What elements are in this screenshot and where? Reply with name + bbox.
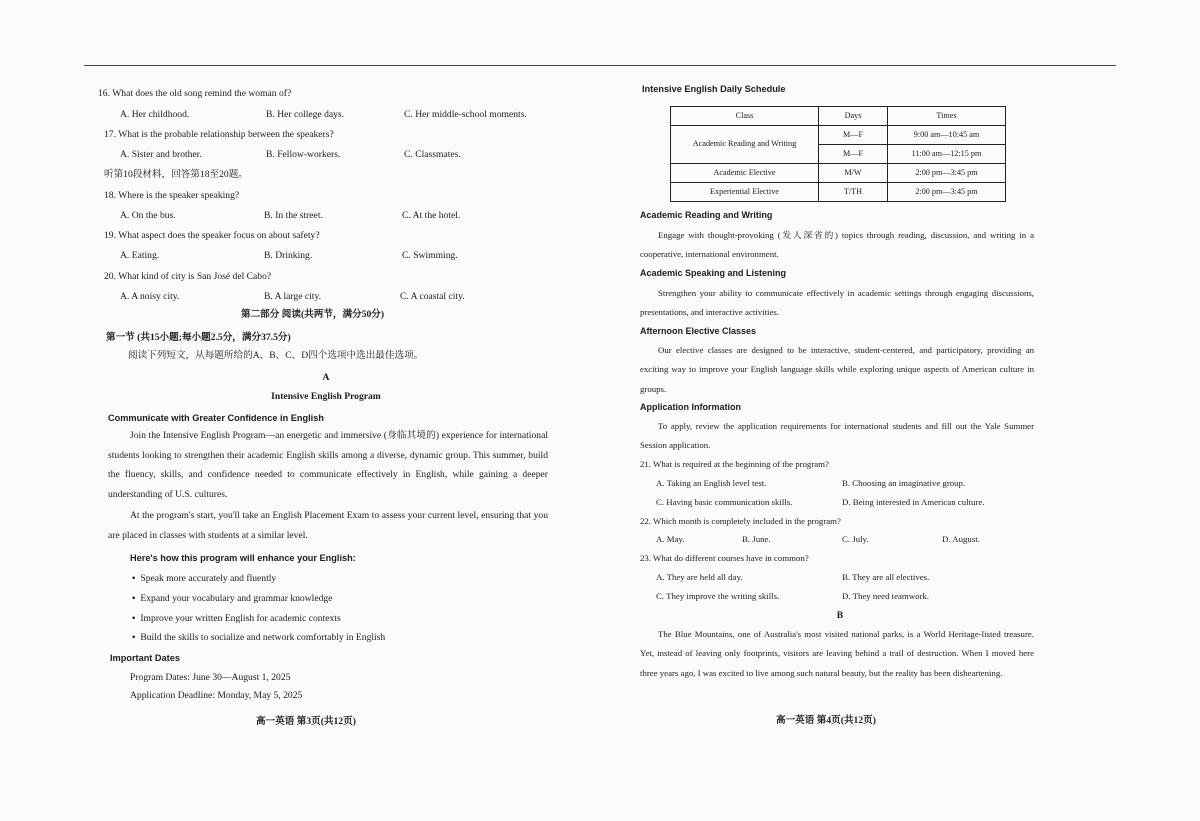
table-cell: M—F xyxy=(819,126,888,145)
section-heading: Academic Reading and Writing xyxy=(640,210,773,220)
section-text: To apply, review the application requirements for international students and fill out the Yale Summer Session application. xyxy=(640,421,1034,451)
enhance-heading: Here's how this program will enhance your English: xyxy=(130,553,356,563)
subheading: Communicate with Greater Confidence in English xyxy=(108,413,324,423)
application-deadline: Application Deadline: Monday, May 5, 2025 xyxy=(130,690,303,701)
option: A. Her childhood. xyxy=(120,109,190,120)
question-16-stem: 16. What does the old song remind the woman of? xyxy=(98,88,292,99)
list-item: • Expand your vocabulary and grammar knowledge xyxy=(132,593,385,613)
top-rule xyxy=(84,65,1116,66)
table-cell: 2:00 pm—3:45 pm xyxy=(888,183,1006,202)
question-19-stem: 19. What aspect does the speaker focus on about safety? xyxy=(104,230,320,241)
table-header: Times xyxy=(888,107,1006,126)
table-cell: Academic Reading and Writing xyxy=(671,126,819,164)
section-text: Strengthen your ability to communicate effectively in academic settings through engaging discussions, presentations, and interactive activities. xyxy=(640,288,1034,318)
question-21-stem: 21. What is required at the beginning of the program? xyxy=(640,459,829,469)
option: A. Taking an English level test. xyxy=(656,478,767,488)
schedule-table xyxy=(670,106,1006,202)
option: A. A noisy city. xyxy=(120,291,180,302)
option: B. A large city. xyxy=(264,291,322,302)
program-dates: Program Dates: June 30—August 1, 2025 xyxy=(130,672,291,683)
section-heading: Afternoon Elective Classes xyxy=(640,326,757,336)
table-cell: M/W xyxy=(819,164,888,183)
section1-title: 第一节 (共15小题;每小题2.5分，满分37.5分) xyxy=(106,332,291,343)
benefits-list xyxy=(132,573,385,652)
table-cell: 2:00 pm—3:45 pm xyxy=(888,164,1006,183)
table-row xyxy=(671,164,1006,183)
passage-b-letter: B xyxy=(836,610,844,621)
section-heading: Academic Speaking and Listening xyxy=(640,268,787,278)
passage-letter: A xyxy=(322,372,330,383)
option: C. Swimming. xyxy=(402,250,458,261)
part2-title: 第二部分 阅读(共两节，满分50分) xyxy=(241,309,385,320)
page-footer-left: 高一英语 第3页(共12页) xyxy=(256,716,356,727)
option: B. They are all electives. xyxy=(842,572,930,582)
table-cell: Academic Elective xyxy=(671,164,819,183)
table-header: Days xyxy=(819,107,888,126)
option: A. May. xyxy=(656,534,685,544)
option: A. Sister and brother. xyxy=(120,149,202,160)
list-item: • Speak more accurately and fluently xyxy=(132,573,385,593)
schedule-title: Intensive English Daily Schedule xyxy=(642,84,786,94)
option: B. Fellow-workers. xyxy=(266,149,341,160)
section-text: Our elective classes are designed to be interactive, student-centered, and participatory, providing an exciting way to improve your English language skills while exploring unique aspects of American culture in groups. xyxy=(640,345,1034,394)
table-cell: T/TH xyxy=(819,183,888,202)
list-item: • Improve your written English for academic contexts xyxy=(132,613,385,633)
option: B. Her college days. xyxy=(266,109,345,120)
table-cell: Experiential Elective xyxy=(671,183,819,202)
option: A. They are held all day. xyxy=(656,572,743,582)
passage-title: Intensive English Program xyxy=(271,391,381,402)
question-22-stem: 22. Which month is completely included in the program? xyxy=(640,516,841,526)
table-cell: 9:00 am—10:45 am xyxy=(888,126,1006,145)
page-footer-right: 高一英语 第4页(共12页) xyxy=(776,715,876,726)
option: B. In the street. xyxy=(264,210,323,221)
option: B. Choosing an imaginative group. xyxy=(842,478,966,488)
option: D. Being interested in American culture. xyxy=(842,497,985,507)
option: C. Classmates. xyxy=(404,149,461,160)
option: C. July. xyxy=(842,534,869,544)
important-dates-heading: Important Dates xyxy=(110,653,180,663)
option: A. Eating. xyxy=(120,250,160,261)
option: C. They improve the writing skills. xyxy=(656,591,780,601)
option: C. Having basic communication skills. xyxy=(656,497,793,507)
section1-instruction: 阅读下列短文，从每题所给的A、B、C、D四个选项中选出最佳选项。 xyxy=(128,350,424,361)
section-text: Engage with thought-provoking (发人深省的) topics through reading, discussion, and writing in a cooperative, international environment. xyxy=(640,230,1034,260)
option: C. At the hotel. xyxy=(402,210,461,221)
passage-paragraph-2: At the program's start, you'll take an English Placement Exam to assess your current level, ensuring that you are placed in classes with students at a similar level. xyxy=(108,510,548,541)
question-18-stem: 18. Where is the speaker speaking? xyxy=(104,190,240,201)
passage-b-paragraph: The Blue Mountains, one of Australia's most visited national parks, is a World Heritage-listed treasure. Yet, instead of leaving only footprints, visitors are leaving behind a trail of destruction. When I moved here three years ago, I was excited to live among such natural beauty, but the reality has been disheartening. xyxy=(640,629,1034,678)
list-item: • Build the skills to socialize and network comfortably in English xyxy=(132,632,385,652)
option: C. A coastal city. xyxy=(400,291,465,302)
option: D. They need teamwork. xyxy=(842,591,930,601)
table-cell: M—F xyxy=(819,145,888,164)
question-20-stem: 20. What kind of city is San José del Cabo? xyxy=(104,271,272,282)
option: B. Drinking. xyxy=(264,250,313,261)
question-17-stem: 17. What is the probable relationship between the speakers? xyxy=(104,129,334,140)
option: B. June. xyxy=(742,534,771,544)
option: D. August. xyxy=(942,534,980,544)
table-row xyxy=(671,183,1006,202)
table-row xyxy=(671,126,1006,145)
section-heading: Application Information xyxy=(640,402,741,412)
table-cell: 11:00 am—12:15 pm xyxy=(888,145,1006,164)
listening-instruction: 听第10段材料，回答第18至20题。 xyxy=(104,169,248,180)
option: C. Her middle-school moments. xyxy=(404,109,527,120)
question-23-stem: 23. What do different courses have in common? xyxy=(640,553,809,563)
option: A. On the bus. xyxy=(120,210,176,221)
table-header: Class xyxy=(671,107,819,126)
passage-paragraph-1: Join the Intensive English Program—an energetic and immersive (身临其境的) experience for international students looking to strengthen their academic English skills among a diverse, dynamic group. This summer, build the fluency, skills, and confidence needed to communicate effectively in English, while gaining a deeper understanding of U.S. cultures. xyxy=(108,430,548,500)
